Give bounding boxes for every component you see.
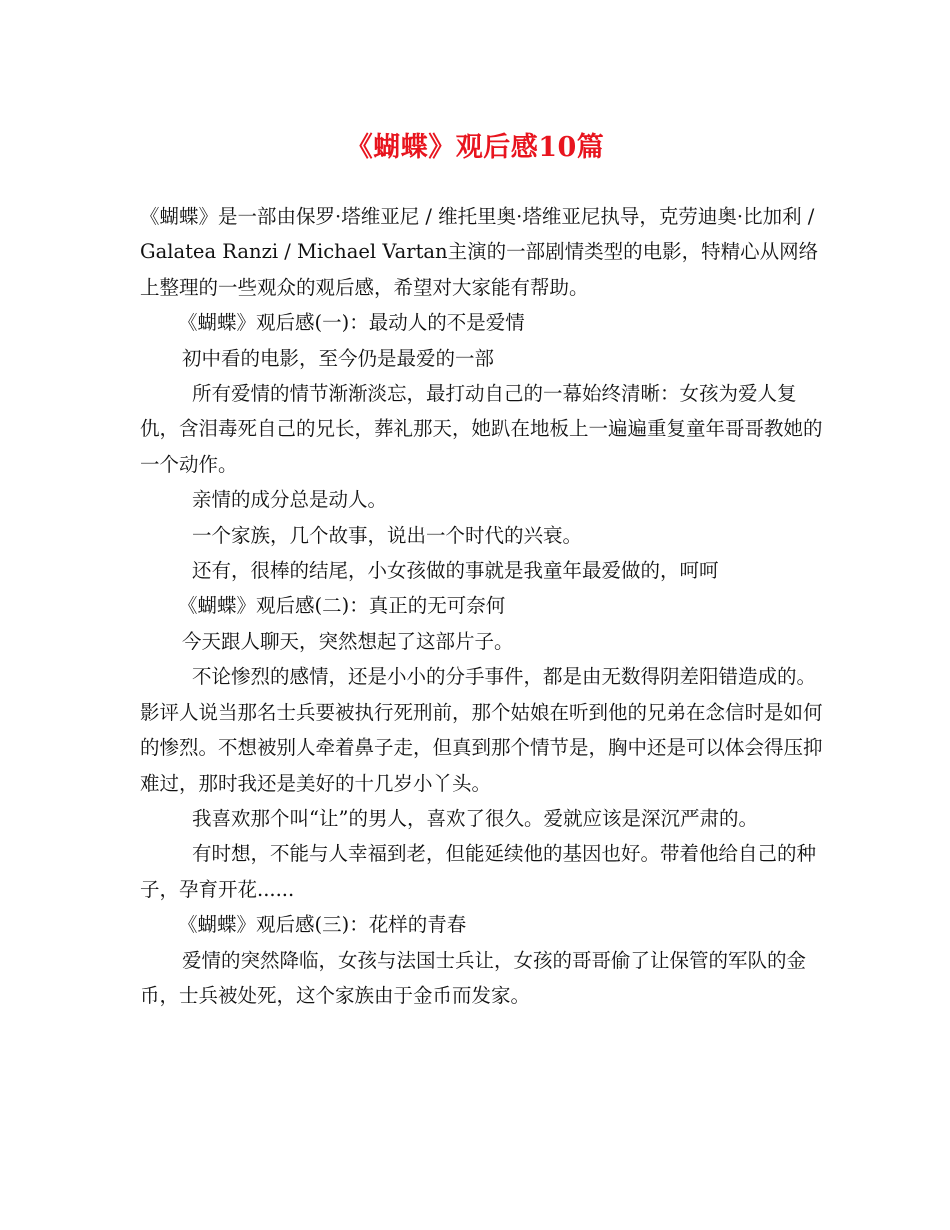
section-heading-2: 《蝴蝶》观后感(二)：真正的无可奈何 bbox=[178, 594, 506, 618]
body-paragraph: 初中看的电影，至今仍是最爱的一部 bbox=[182, 346, 495, 370]
section-heading-3: 《蝴蝶》观后感(三)：花样的青春 bbox=[178, 913, 467, 937]
body-paragraph: 有时想，不能与人幸福到老，但能延续他的基因也好。带着他给自己的种子，孕育开花...... bbox=[140, 842, 817, 901]
body-paragraph: 今天跟人聊天，突然想起了这部片子。 bbox=[182, 629, 514, 653]
body-paragraph: 还有，很棒的结尾，小女孩做的事就是我童年最爱做的，呵呵 bbox=[192, 559, 719, 583]
intro-paragraph: 《蝴蝶》是一部由保罗·塔维亚尼 / 维托里奥·塔维亚尼执导，克劳迪奥·比加利 / Galatea Ranzi / Michael Vartan主演的一部剧情类型的电影，特精心从网络上整理的一些观众的观后感，希望对大家能有帮助。 bbox=[140, 205, 819, 299]
section-heading-1: 《蝴蝶》观后感(一)：最动人的不是爱情 bbox=[178, 311, 525, 335]
body-paragraph: 亲情的成分总是动人。 bbox=[192, 488, 388, 512]
body-paragraph: 我喜欢那个叫“让”的男人，喜欢了很久。爱就应该是深沉严肃的。 bbox=[192, 806, 758, 830]
body-paragraph: 爱情的突然降临，女孩与法国士兵让，女孩的哥哥偷了让保管的军队的金币，士兵被处死，这个家族由于金币而发家。 bbox=[140, 948, 807, 1007]
document-title: 《蝴蝶》观后感10篇 bbox=[345, 132, 605, 163]
body-paragraph: 一个家族，几个故事，说出一个时代的兴衰。 bbox=[192, 523, 583, 547]
body-paragraph: 不论惨烈的感情，还是小小的分手事件，都是由无数得阴差阳错造成的。影评人说当那名士兵要被执行死刑前，那个姑娘在听到他的兄弟在念信时是如何的惨烈。不想被别人牵着鼻子走，但真到那个情节是，胸中还是可以体会得压抑难过，那时我还是美好的十几岁小丫头。 bbox=[140, 665, 823, 795]
document-body bbox=[140, 199, 830, 1013]
body-paragraph: 所有爱情的情节渐渐淡忘，最打动自己的一幕始终清晰：女孩为爱人复仇，含泪毒死自己的兄长，葬礼那天，她趴在地板上一遍遍重复童年哥哥教她的一个动作。 bbox=[140, 382, 823, 476]
